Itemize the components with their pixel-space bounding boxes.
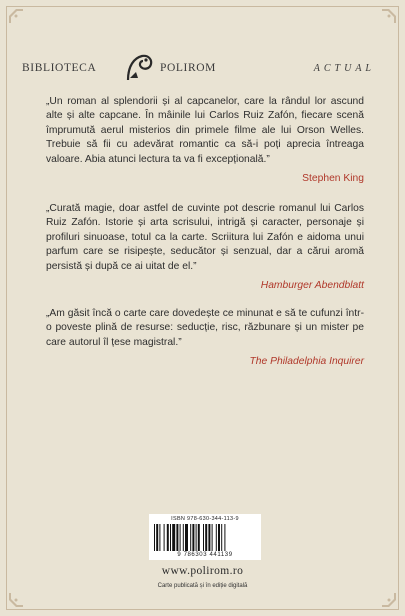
quote-text: „Un roman al splendorii și al capcanelor, care la rândul lor ascund alte și alte capcane. În mâinile lui Carlos Ruiz Zafón, fiecare scenă împrumută aerul misterios din primele filme ale lui Orson Welles. Trebuie să fii cu adevărat romantic ca să-i poți aprecia întreaga valoare. Abia atunci lectura ta va fi excepțională.”: [46, 96, 364, 165]
corner-ornament: [9, 9, 23, 23]
review-quote: [46, 307, 364, 367]
review-quote: [46, 202, 364, 291]
quote-author: Stephen King: [302, 173, 364, 185]
brand-name-right: POLIROM: [160, 62, 216, 74]
quote-author: The Philadelphia Inquirer: [249, 356, 364, 368]
publisher-header: [22, 52, 385, 82]
barcode-bars-icon: [154, 524, 256, 551]
quote-author: Hamburger Abendblatt: [260, 280, 364, 292]
barcode: [149, 514, 261, 560]
polirom-logo-icon: [122, 52, 158, 82]
brand-name-left: BIBLIOTECA: [22, 62, 97, 74]
series-name: ACTUAL: [313, 63, 375, 74]
barcode-number: 9 786303 441139: [177, 552, 233, 558]
corner-ornament: [9, 593, 23, 607]
quote-text: „Curată magie, doar astfel de cuvinte pot descrie romanul lui Carlos Ruiz Zafón. Istorie și arta scrisului, intrigă și caracter, personaje și profiluri sinuoase, totul ca la carte. Scriitura lui Zafón e aidoma unui parfum care se risipește, seducător și senzual, dar a cărui aromă persistă și după ce ai uitat de el.”: [46, 203, 364, 272]
publisher-website: www.polirom.ro: [161, 565, 244, 577]
review-quote: [46, 95, 364, 184]
corner-ornament: [382, 593, 396, 607]
quote-text: „Am găsit încă o carte care dovedește ce minunat e să te cufunzi într-o poveste plină de resurse: seducție, risc, răzbunare și un mister pe care autorul îl țese magistral.”: [46, 308, 364, 348]
review-quotes: [46, 95, 364, 367]
digital-edition-note: Carte publicată și în ediție digitală: [157, 583, 248, 589]
isbn-label: ISBN 978-630-344-113-9: [171, 516, 239, 522]
corner-ornament: [382, 9, 396, 23]
